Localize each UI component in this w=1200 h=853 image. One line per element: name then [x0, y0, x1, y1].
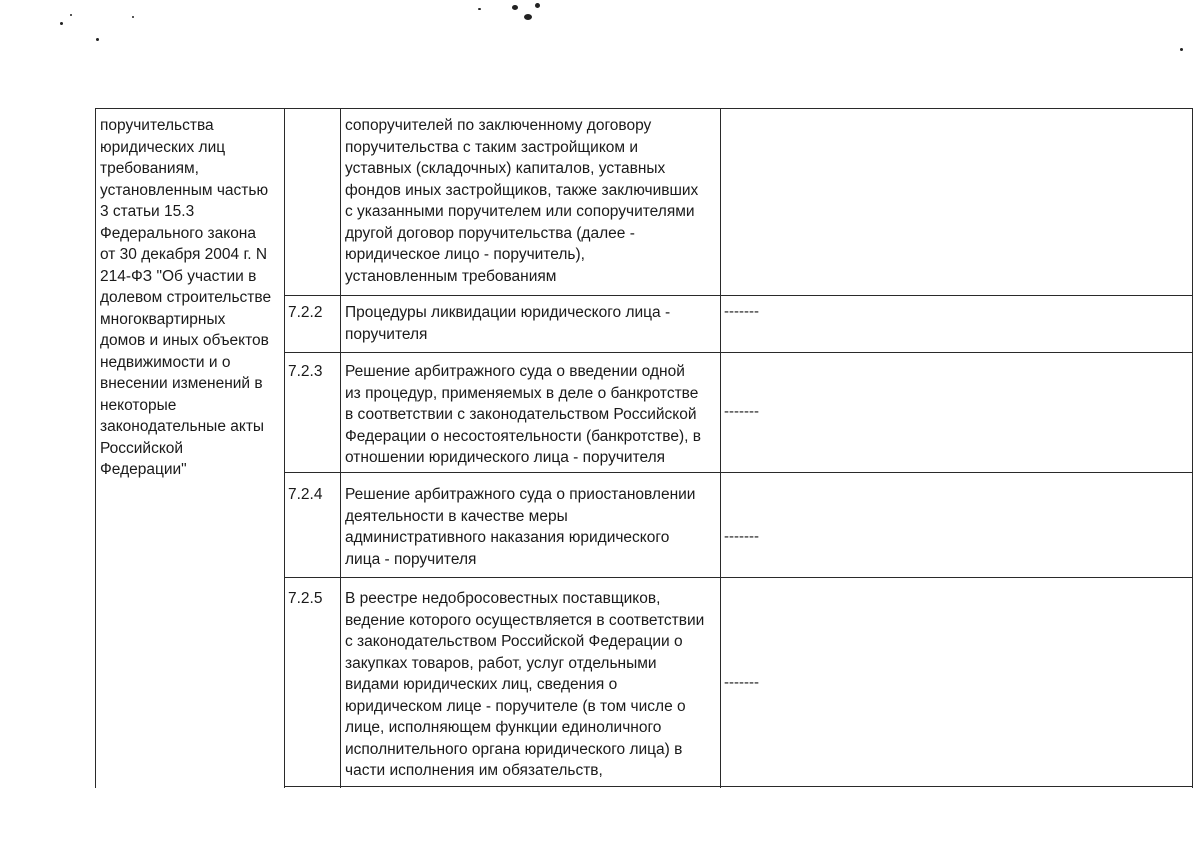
row-description: сопоручителей по заключенному договору поручительства с таким застройщиком и уставных (складочных) капиталов, уставных фондов иных застройщиков, также заключивших с указанными поручителем или сопоручителями другой договор поручительства (далее - юридическое лицо - поручитель), установленным требованиям — [345, 117, 699, 285]
row-number: 7.2.5 — [288, 590, 323, 607]
row-number: 7.2.3 — [288, 363, 323, 380]
row-description: Решение арбитражного суда о введении одной из процедур, применяемых в деле о банкротстве в соответствии с законодательством Российской Федерации о несостоятельности (банкротстве), в отношении юридического лица - поручителя — [345, 363, 701, 466]
rule-row5 — [284, 577, 1193, 578]
row-value: ------- — [724, 674, 759, 691]
rule-c3 — [720, 108, 721, 788]
rule-row3 — [284, 352, 1193, 353]
row-value: ------- — [724, 303, 759, 320]
rule-top — [95, 108, 1193, 109]
row-number: 7.2.2 — [288, 304, 323, 321]
row-description: В реестре недобросовестных поставщиков, ведение которого осуществляется в соответствии с законодательством Российской Федерации о закупках товаров, работ, услуг отдельными видами юридических лиц, сведения о юридическом лице - поручителе (в том числе о лице, исполняющем функции единоличного исполнительного органа юридического лица) в части исполнения им обязательств, — [345, 590, 705, 779]
row-value: ------- — [724, 528, 759, 545]
rule-c1 — [284, 108, 285, 788]
rule-left — [95, 108, 96, 788]
rule-right — [1192, 108, 1193, 788]
rule-row4 — [284, 472, 1193, 473]
rule-row2 — [284, 295, 1193, 296]
row-description: Решение арбитражного суда о приостановлении деятельности в качестве меры административного наказания юридического лица - поручителя — [345, 486, 696, 568]
left-column-text: поручительства юридических лиц требованиям, установленным частью 3 статьи 15.3 Федерального закона от 30 декабря 2004 г. N 214-ФЗ "Об участии в долевом строительстве многоквартирных домов и иных объектов недвижимости и о внесении изменений в некоторые законодательные акты Российской Федерации" — [100, 117, 272, 478]
rule-bottom — [284, 786, 1193, 787]
rule-c2 — [340, 108, 341, 788]
row-number: 7.2.4 — [288, 486, 323, 503]
row-value: ------- — [724, 403, 759, 420]
row-description: Процедуры ликвидации юридического лица - поручителя — [345, 304, 671, 343]
